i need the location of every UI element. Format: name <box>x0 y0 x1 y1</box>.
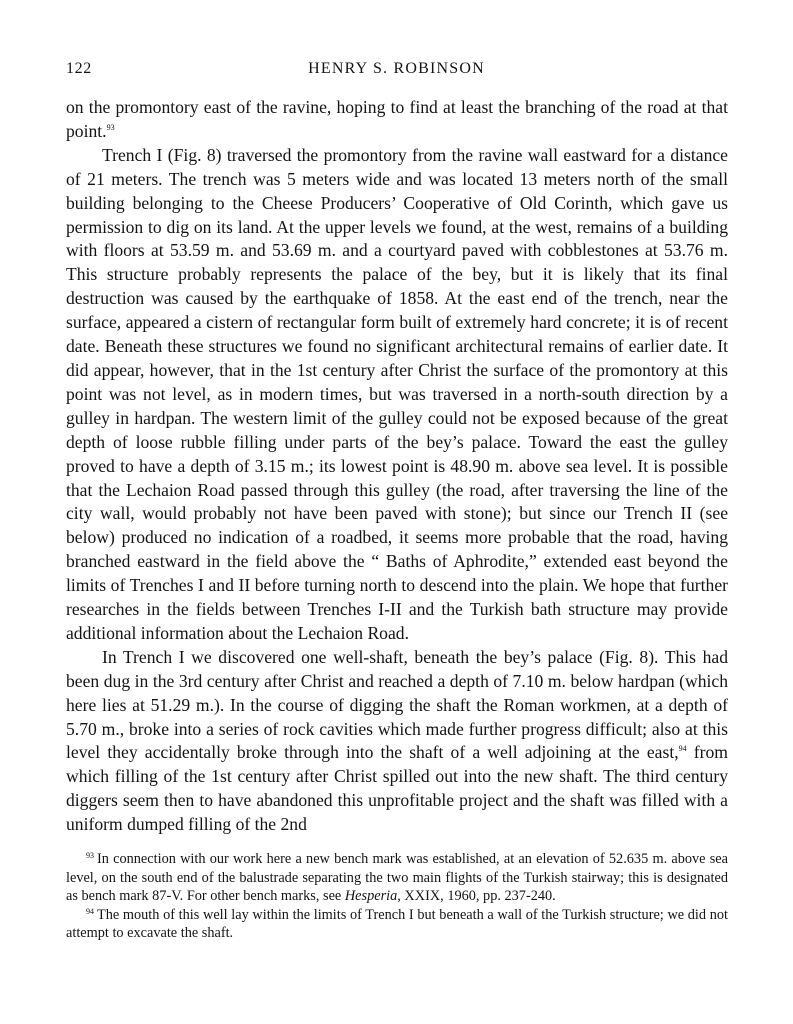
citation-title: Hesperia, <box>344 888 401 904</box>
page-header <box>66 60 727 82</box>
footnote-reference: 94 <box>678 744 687 754</box>
paragraph-text: on the promontory east of the ravine, hoping to find at least the branching of the road at that point. <box>66 97 728 141</box>
footnote-reference: 93 <box>106 122 115 132</box>
paragraph-continued <box>66 96 728 144</box>
paragraph-text-continued: from which filling of the 1st century after Christ spilled out into the new shaft. The third century diggers seem then to have abandoned this unprofitable project and the shaft was filled with a uniform dumped filling of the 2nd <box>66 742 728 835</box>
footnote-94 <box>66 906 728 943</box>
running-head: HENRY S. ROBINSON <box>308 60 485 77</box>
footnote-93 <box>66 850 728 906</box>
citation-details: XXIX, 1960, pp. 237-240. <box>400 888 556 904</box>
footnote-number: 94 <box>86 906 94 916</box>
paragraph-text: In Trench I we discovered one well-shaft, beneath the bey’s palace (Fig. 8). This had been dug in the 3rd century after Christ and reached a depth of 7.10 m. below hardpan (which here lies at 51.29 m.). In the course of digging the shaft the Roman workmen, at a depth of 5.70 m., broke into a series of rock cavities which made further progress difficult; also at this level they accidentally broke through into the shaft of a well adjoining at the east, <box>66 646 728 763</box>
page-number: 122 <box>66 60 92 77</box>
paragraph-well-shaft <box>66 646 728 837</box>
footnotes <box>66 850 728 943</box>
body-text <box>66 96 728 837</box>
paragraph-text: Trench I (Fig. 8) traversed the promontory from the ravine wall eastward for a distance of 21 meters. The trench was 5 meters wide and was located 13 meters north of the small building belonging to the Cheese Producers’ Cooperative of Old Corinth, which gave us permission to dig on its land. At the upper levels we found, at the west, remains of a building with floors at 53.59 m. and 53.69 m. and a courtyard paved with cobblestones at 53.76 m. This structure probably represents the palace of the bey, but it is likely that its final destruction was caused by the earthquake of 1858. At the east end of the trench, near the surface, appeared a cistern of rectangular form built of extremely hard concrete; it is of recent date. Beneath these structures we found no significant architectural remains of earlier date. It did appear, however, that in the 1st century after Christ the surface of the promontory at this point was not level, as in modern times, but was traversed in a north-south direction by a gulley in hardpan. The western limit of the gulley could not be exposed because of the great depth of loose rubble filling under parts of the bey’s palace. Toward the east the gulley proved to have a depth of 3.15 m.; its lowest point is 48.90 m. above sea level. It is possible that the Lechaion Road passed through this gulley (the road, after traversing the line of the city wall, would probably not have been paved with stone); but since our Trench II (see below) produced no indication of a roadbed, it seems more probable that the road, having branched eastward in the field above the “ Baths of Aphrodite,” extended east beyond the limits of Trenches I and II before turning north to descend into the plain. We hope that further researches in the fields between Trenches I-II and the Turkish bath structure may provide additional information about the Lechaion Road. <box>66 144 728 643</box>
footnote-number: 93 <box>86 851 94 860</box>
footnote-text: The mouth of this well lay within the limits of Trench I but beneath a wall of the Turkish structure; we did not attempt to excavate the shaft. <box>66 906 728 941</box>
paragraph-trench-i <box>66 144 728 646</box>
footnote-text: In connection with our work here a new bench mark was established, at an elevation of 52.635 m. above sea level, on the south end of the balustrade separating the two main flights of the Turkish stairway; this is designated as bench mark 87-V. For other bench marks, see <box>66 851 728 904</box>
